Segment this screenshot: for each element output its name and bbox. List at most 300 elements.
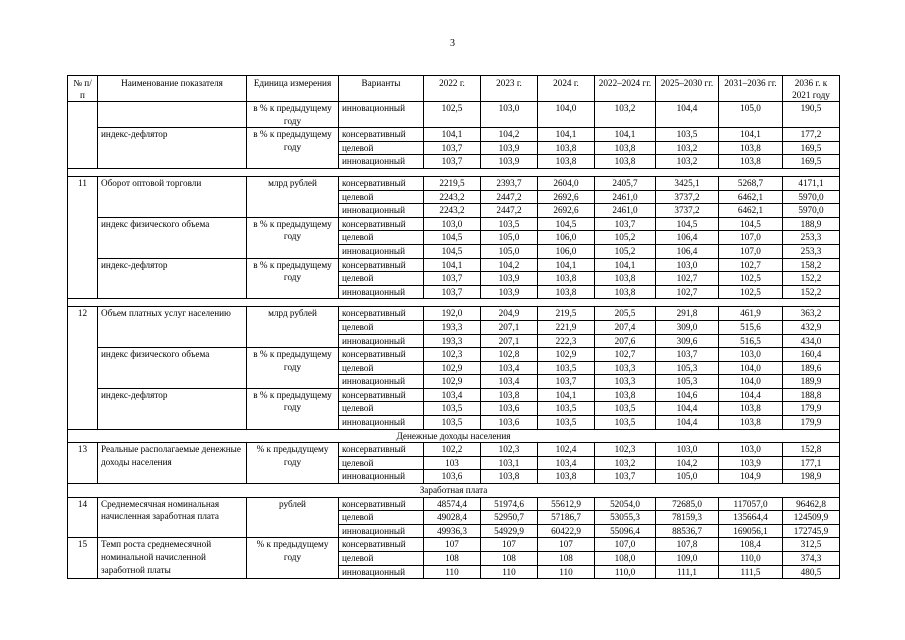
value-cell: 177,2: [783, 128, 840, 142]
spacer-row: [68, 299, 840, 307]
row-number: 14: [68, 497, 98, 538]
indicator-name: индекс физического объема: [98, 217, 247, 258]
value-cell: 104,1: [538, 388, 595, 402]
value-cell: 105,2: [595, 231, 656, 245]
value-cell: 103,8: [538, 470, 595, 484]
value-cell: 104,5: [538, 217, 595, 231]
value-cell: 253,3: [783, 244, 840, 258]
row-number: 15: [68, 538, 98, 579]
variant-cell: целевой: [339, 231, 424, 245]
value-cell: 103,6: [481, 416, 538, 430]
variant-cell: целевой: [339, 511, 424, 525]
value-cell: 2393,7: [481, 176, 538, 190]
value-cell: 103,8: [595, 272, 656, 286]
value-cell: 103,8: [481, 388, 538, 402]
value-cell: 52054,0: [595, 497, 656, 511]
value-cell: 219,5: [538, 307, 595, 321]
row-number: 13: [68, 443, 98, 484]
value-cell: 309,0: [656, 320, 719, 334]
value-cell: 54929,9: [481, 524, 538, 538]
value-cell: 179,9: [783, 402, 840, 416]
value-cell: 103,7: [424, 141, 481, 155]
table-row: [68, 258, 840, 272]
value-cell: 103,5: [424, 416, 481, 430]
value-cell: 103,2: [595, 456, 656, 470]
value-cell: 103,2: [656, 141, 719, 155]
value-cell: 102,3: [595, 443, 656, 457]
value-cell: 189,9: [783, 375, 840, 389]
variant-cell: целевой: [339, 456, 424, 470]
value-cell: 192,0: [424, 307, 481, 321]
value-cell: 104,2: [656, 456, 719, 470]
variant-cell: инновационный: [339, 102, 424, 128]
value-cell: 104,1: [538, 258, 595, 272]
header-cell: 2022 г.: [424, 76, 481, 102]
value-cell: 2243,2: [424, 204, 481, 218]
value-cell: 106,4: [656, 244, 719, 258]
value-cell: 104,4: [719, 388, 783, 402]
header-cell: № п/п: [68, 76, 98, 102]
value-cell: 102,5: [719, 285, 783, 299]
value-cell: 205,5: [595, 307, 656, 321]
value-cell: 107: [424, 538, 481, 552]
variant-cell: инновационный: [339, 524, 424, 538]
value-cell: 2692,6: [538, 190, 595, 204]
value-cell: 55612,9: [538, 497, 595, 511]
row-number: 12: [68, 307, 98, 429]
value-cell: 103,7: [424, 155, 481, 169]
indicator-name: Объем платных услуг населению: [98, 307, 247, 348]
value-cell: 103,8: [719, 155, 783, 169]
value-cell: 103,8: [538, 141, 595, 155]
value-cell: 152,2: [783, 285, 840, 299]
value-cell: 207,6: [595, 334, 656, 348]
value-cell: 105,2: [595, 244, 656, 258]
value-cell: 102,7: [656, 285, 719, 299]
value-cell: 117057,0: [719, 497, 783, 511]
unit-cell: млрд рублей: [247, 176, 339, 217]
variant-cell: консервативный: [339, 348, 424, 362]
value-cell: 103,5: [481, 217, 538, 231]
value-cell: 103,7: [424, 285, 481, 299]
table-row: [68, 497, 840, 511]
value-cell: 107: [481, 538, 538, 552]
value-cell: 374,3: [783, 552, 840, 566]
variant-cell: консервативный: [339, 307, 424, 321]
variant-cell: консервативный: [339, 443, 424, 457]
value-cell: 108,0: [595, 552, 656, 566]
variant-cell: консервативный: [339, 176, 424, 190]
unit-cell: в % к предыдущему году: [247, 217, 339, 258]
value-cell: 103,4: [481, 361, 538, 375]
value-cell: 104,1: [424, 128, 481, 142]
variant-cell: консервативный: [339, 128, 424, 142]
value-cell: 103,9: [481, 285, 538, 299]
spacer-row: [68, 168, 840, 176]
header-cell: 2024 г.: [538, 76, 595, 102]
value-cell: 104,2: [481, 128, 538, 142]
section-title: Денежные доходы населения: [68, 429, 840, 443]
value-cell: 6462,1: [719, 204, 783, 218]
value-cell: 103,8: [538, 272, 595, 286]
value-cell: 104,1: [538, 128, 595, 142]
value-cell: 169,5: [783, 155, 840, 169]
unit-cell: % к предыдущему году: [247, 538, 339, 579]
value-cell: 6462,1: [719, 190, 783, 204]
page-number: 3: [450, 38, 455, 49]
value-cell: 104,0: [538, 102, 595, 128]
value-cell: 103,3: [595, 361, 656, 375]
value-cell: 103,0: [481, 102, 538, 128]
value-cell: 103,0: [719, 348, 783, 362]
value-cell: 111,5: [719, 565, 783, 579]
value-cell: 102,9: [424, 361, 481, 375]
value-cell: 103,9: [719, 456, 783, 470]
value-cell: 111,1: [656, 565, 719, 579]
variant-cell: консервативный: [339, 258, 424, 272]
value-cell: 103,4: [481, 375, 538, 389]
value-cell: 110,0: [595, 565, 656, 579]
value-cell: 104,1: [424, 258, 481, 272]
value-cell: 104,1: [595, 128, 656, 142]
value-cell: 49936,3: [424, 524, 481, 538]
value-cell: 103,5: [424, 402, 481, 416]
section-title: Заработная плата: [68, 484, 840, 498]
value-cell: 207,1: [481, 320, 538, 334]
value-cell: 135664,4: [719, 511, 783, 525]
value-cell: 108: [481, 552, 538, 566]
value-cell: 312,5: [783, 538, 840, 552]
header-cell: Наименование показателя: [98, 76, 247, 102]
variant-cell: консервативный: [339, 388, 424, 402]
variant-cell: инновационный: [339, 334, 424, 348]
value-cell: 207,4: [595, 320, 656, 334]
value-cell: 103,8: [595, 155, 656, 169]
value-cell: 5268,7: [719, 176, 783, 190]
value-cell: 108: [538, 552, 595, 566]
value-cell: 102,5: [424, 102, 481, 128]
value-cell: 103: [424, 456, 481, 470]
indicator-name: Реальные располагаемые денежные доходы населения: [98, 443, 247, 484]
value-cell: 103,8: [719, 416, 783, 430]
value-cell: 2461,0: [595, 204, 656, 218]
value-cell: 106,4: [656, 231, 719, 245]
header-cell: 2031–2036 гг.: [719, 76, 783, 102]
value-cell: 103,8: [719, 141, 783, 155]
value-cell: 49028,4: [424, 511, 481, 525]
value-cell: 103,5: [538, 402, 595, 416]
table-row: [68, 102, 840, 128]
value-cell: 57186,7: [538, 511, 595, 525]
value-cell: 152,8: [783, 443, 840, 457]
variant-cell: целевой: [339, 190, 424, 204]
value-cell: 222,3: [538, 334, 595, 348]
value-cell: 102,9: [424, 375, 481, 389]
header-cell: 2036 г. к 2021 году: [783, 76, 840, 102]
value-cell: 105,0: [656, 470, 719, 484]
section-row: [68, 429, 840, 443]
table-row: [68, 348, 840, 362]
section-row: [68, 484, 840, 498]
value-cell: 2604,0: [538, 176, 595, 190]
value-cell: 105,0: [719, 102, 783, 128]
value-cell: 103,9: [481, 272, 538, 286]
value-cell: 2405,7: [595, 176, 656, 190]
value-cell: 3737,2: [656, 190, 719, 204]
value-cell: 105,0: [481, 244, 538, 258]
value-cell: 103,1: [481, 456, 538, 470]
table-row: [68, 388, 840, 402]
value-cell: 55096,4: [595, 524, 656, 538]
value-cell: 48574,4: [424, 497, 481, 511]
value-cell: 104,2: [481, 258, 538, 272]
unit-cell: в % к предыдущему году: [247, 128, 339, 169]
value-cell: 105,3: [656, 375, 719, 389]
value-cell: 104,9: [719, 470, 783, 484]
value-cell: 188,9: [783, 217, 840, 231]
value-cell: 104,4: [656, 416, 719, 430]
value-cell: 193,3: [424, 320, 481, 334]
value-cell: 104,5: [656, 217, 719, 231]
header-cell: 2022–2024 гг.: [595, 76, 656, 102]
variant-cell: целевой: [339, 402, 424, 416]
value-cell: 253,3: [783, 231, 840, 245]
value-cell: 3425,1: [656, 176, 719, 190]
variant-cell: инновационный: [339, 285, 424, 299]
value-cell: 2692,6: [538, 204, 595, 218]
value-cell: 103,3: [595, 375, 656, 389]
value-cell: 104,5: [719, 217, 783, 231]
variant-cell: целевой: [339, 141, 424, 155]
value-cell: 103,8: [538, 155, 595, 169]
table-header-row: [68, 76, 840, 102]
variant-cell: инновационный: [339, 416, 424, 430]
value-cell: 102,7: [719, 258, 783, 272]
value-cell: 179,9: [783, 416, 840, 430]
value-cell: 103,5: [538, 416, 595, 430]
value-cell: 102,2: [424, 443, 481, 457]
value-cell: 124509,9: [783, 511, 840, 525]
unit-cell: млрд рублей: [247, 307, 339, 348]
value-cell: 103,5: [595, 416, 656, 430]
value-cell: 160,4: [783, 348, 840, 362]
variant-cell: целевой: [339, 361, 424, 375]
value-cell: 103,7: [538, 375, 595, 389]
table-row: [68, 128, 840, 142]
unit-cell: в % к предыдущему году: [247, 348, 339, 389]
value-cell: 515,6: [719, 320, 783, 334]
value-cell: 2447,2: [481, 190, 538, 204]
value-cell: 104,4: [656, 402, 719, 416]
value-cell: 103,8: [595, 285, 656, 299]
value-cell: 104,6: [656, 388, 719, 402]
value-cell: 169056,1: [719, 524, 783, 538]
variant-cell: инновационный: [339, 204, 424, 218]
variant-cell: целевой: [339, 552, 424, 566]
variant-cell: инновационный: [339, 565, 424, 579]
value-cell: 363,2: [783, 307, 840, 321]
value-cell: 51974,6: [481, 497, 538, 511]
value-cell: 103,5: [595, 402, 656, 416]
value-cell: 53055,3: [595, 511, 656, 525]
value-cell: 291,8: [656, 307, 719, 321]
value-cell: 108: [424, 552, 481, 566]
value-cell: 169,5: [783, 141, 840, 155]
value-cell: 103,6: [424, 470, 481, 484]
value-cell: 461,9: [719, 307, 783, 321]
value-cell: 221,9: [538, 320, 595, 334]
indicator-name: индекс-дефлятор: [98, 258, 247, 299]
value-cell: 102,4: [538, 443, 595, 457]
value-cell: 102,7: [595, 348, 656, 362]
value-cell: 103,7: [595, 217, 656, 231]
row-number: [68, 102, 98, 169]
value-cell: 103,2: [595, 102, 656, 128]
value-cell: 309,6: [656, 334, 719, 348]
variant-cell: целевой: [339, 272, 424, 286]
value-cell: 3737,2: [656, 204, 719, 218]
table-row: [68, 217, 840, 231]
value-cell: 108,4: [719, 538, 783, 552]
value-cell: 103,4: [538, 456, 595, 470]
variant-cell: консервативный: [339, 497, 424, 511]
unit-cell: в % к предыдущему году: [247, 102, 339, 128]
value-cell: 107,0: [719, 244, 783, 258]
value-cell: 480,5: [783, 565, 840, 579]
value-cell: 52950,7: [481, 511, 538, 525]
variant-cell: целевой: [339, 320, 424, 334]
value-cell: 104,0: [719, 375, 783, 389]
value-cell: 190,5: [783, 102, 840, 128]
value-cell: 107,8: [656, 538, 719, 552]
value-cell: 78159,3: [656, 511, 719, 525]
value-cell: 104,0: [719, 361, 783, 375]
table-row: [68, 538, 840, 552]
value-cell: 5970,0: [783, 204, 840, 218]
value-cell: 110: [424, 565, 481, 579]
value-cell: 103,5: [538, 361, 595, 375]
value-cell: 103,8: [538, 285, 595, 299]
value-cell: 107,0: [719, 231, 783, 245]
value-cell: 106,0: [538, 231, 595, 245]
variant-cell: инновационный: [339, 155, 424, 169]
value-cell: 103,5: [656, 128, 719, 142]
value-cell: 158,2: [783, 258, 840, 272]
value-cell: 102,3: [424, 348, 481, 362]
value-cell: 107: [538, 538, 595, 552]
value-cell: 103,2: [656, 155, 719, 169]
indicator-name: Среднемесячная номинальная начисленная заработная плата: [98, 497, 247, 538]
value-cell: 104,5: [424, 231, 481, 245]
table-row: [68, 176, 840, 190]
value-cell: 193,3: [424, 334, 481, 348]
indicator-name: [98, 102, 247, 128]
row-number: 11: [68, 176, 98, 298]
value-cell: 103,7: [656, 348, 719, 362]
variant-cell: инновационный: [339, 470, 424, 484]
value-cell: 432,9: [783, 320, 840, 334]
unit-cell: рублей: [247, 497, 339, 538]
value-cell: 102,3: [481, 443, 538, 457]
value-cell: 103,9: [481, 141, 538, 155]
value-cell: 104,1: [595, 258, 656, 272]
unit-cell: в % к предыдущему году: [247, 258, 339, 299]
table-row: [68, 307, 840, 321]
value-cell: 2219,5: [424, 176, 481, 190]
value-cell: 105,0: [481, 231, 538, 245]
header-cell: 2023 г.: [481, 76, 538, 102]
forecast-table: [67, 75, 840, 579]
value-cell: 2447,2: [481, 204, 538, 218]
value-cell: 204,9: [481, 307, 538, 321]
value-cell: 103,0: [656, 258, 719, 272]
value-cell: 434,0: [783, 334, 840, 348]
unit-cell: в % к предыдущему году: [247, 388, 339, 429]
value-cell: 104,1: [719, 128, 783, 142]
value-cell: 2461,0: [595, 190, 656, 204]
value-cell: 105,3: [656, 361, 719, 375]
value-cell: 198,9: [783, 470, 840, 484]
value-cell: 104,5: [424, 244, 481, 258]
table-row: [68, 443, 840, 457]
value-cell: 106,0: [538, 244, 595, 258]
unit-cell: % к предыдущему году: [247, 443, 339, 484]
value-cell: 102,7: [656, 272, 719, 286]
value-cell: 4171,1: [783, 176, 840, 190]
value-cell: 103,0: [719, 443, 783, 457]
value-cell: 5970,0: [783, 190, 840, 204]
value-cell: 110,0: [719, 552, 783, 566]
value-cell: 107,0: [595, 538, 656, 552]
value-cell: 110: [481, 565, 538, 579]
value-cell: 103,8: [481, 470, 538, 484]
value-cell: 103,8: [719, 402, 783, 416]
value-cell: 104,4: [656, 102, 719, 128]
indicator-name: Темп роста среднемесячной номинальной начисленной заработной платы: [98, 538, 247, 579]
value-cell: 177,1: [783, 456, 840, 470]
value-cell: 103,9: [481, 155, 538, 169]
value-cell: 109,0: [656, 552, 719, 566]
header-cell: Варианты: [339, 76, 424, 102]
value-cell: 102,8: [481, 348, 538, 362]
value-cell: 103,8: [595, 141, 656, 155]
value-cell: 103,0: [424, 217, 481, 231]
value-cell: 188,8: [783, 388, 840, 402]
value-cell: 60422,9: [538, 524, 595, 538]
value-cell: 103,7: [595, 470, 656, 484]
value-cell: 102,5: [719, 272, 783, 286]
value-cell: 102,9: [538, 348, 595, 362]
header-cell: 2025–2030 гг.: [656, 76, 719, 102]
variant-cell: консервативный: [339, 217, 424, 231]
header-cell: Единица измерения: [247, 76, 339, 102]
value-cell: 110: [538, 565, 595, 579]
spacer-cell: [68, 168, 840, 176]
value-cell: 72685,0: [656, 497, 719, 511]
value-cell: 103,0: [656, 443, 719, 457]
value-cell: 103,8: [595, 388, 656, 402]
value-cell: 103,6: [481, 402, 538, 416]
indicator-name: индекс-дефлятор: [98, 388, 247, 429]
value-cell: 152,2: [783, 272, 840, 286]
value-cell: 189,6: [783, 361, 840, 375]
value-cell: 103,4: [424, 388, 481, 402]
indicator-name: индекс физического объема: [98, 348, 247, 389]
indicator-name: Оборот оптовой торговли: [98, 176, 247, 217]
spacer-cell: [68, 299, 840, 307]
value-cell: 88536,7: [656, 524, 719, 538]
value-cell: 516,5: [719, 334, 783, 348]
